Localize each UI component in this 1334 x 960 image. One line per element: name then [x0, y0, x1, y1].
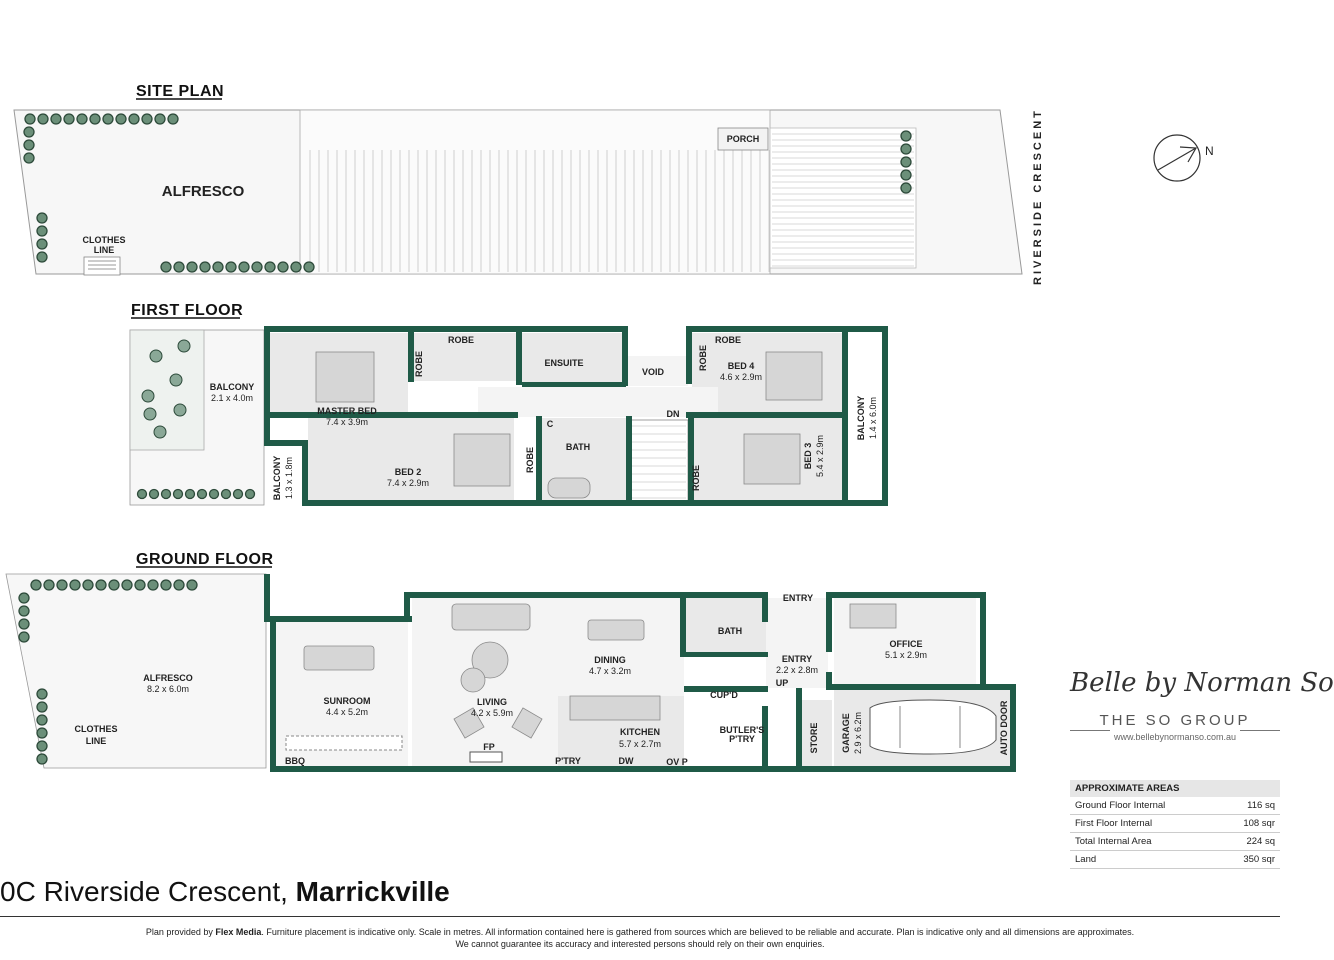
shrub-icon	[19, 593, 29, 603]
svg-text:BALCONY: BALCONY	[272, 455, 282, 501]
shrub-icon	[148, 580, 158, 590]
shrub-icon	[142, 390, 154, 402]
shrub-icon	[138, 490, 147, 499]
shrub-icon	[901, 170, 911, 180]
svg-text:KITCHEN: KITCHEN	[620, 727, 660, 737]
shrub-icon	[77, 114, 87, 124]
svg-text:CLOTHES: CLOTHES	[82, 235, 126, 245]
shrub-icon	[174, 580, 184, 590]
shrub-icon	[174, 490, 183, 499]
svg-text:SUNROOM: SUNROOM	[323, 696, 371, 706]
website: www.bellebynormanso.com.au	[1113, 732, 1237, 742]
shrub-icon	[168, 114, 178, 124]
svg-text:7.4 x 3.9m: 7.4 x 3.9m	[325, 417, 369, 427]
shrub-icon	[187, 262, 197, 272]
company-name: THE SO GROUP	[1099, 712, 1251, 729]
svg-text:DN: DN	[666, 409, 680, 419]
ground-floor-plan	[6, 574, 1016, 772]
shrub-icon	[57, 580, 67, 590]
shrub-icon	[239, 262, 249, 272]
property-address: 0C Riverside Crescent, Marrickville	[0, 876, 450, 907]
svg-text:OFFICE: OFFICE	[889, 639, 923, 649]
svg-text:ROBE: ROBE	[525, 446, 535, 474]
site-plan-heading: SITE PLAN	[136, 83, 225, 100]
svg-text:P'TRY: P'TRY	[555, 756, 581, 766]
svg-text:DW: DW	[618, 756, 634, 766]
shrub-icon	[19, 619, 29, 629]
shrub-icon	[252, 262, 262, 272]
shrub-icon	[90, 114, 100, 124]
shrub-icon	[278, 262, 288, 272]
svg-text:BALCONY: BALCONY	[856, 395, 866, 441]
shrub-icon	[64, 114, 74, 124]
shrub-icon	[222, 490, 231, 499]
street-label: RIVERSIDE CRESCENT	[1032, 108, 1044, 285]
svg-text:BALCONY: BALCONY	[209, 382, 255, 392]
shrub-icon	[24, 153, 34, 163]
shrub-icon	[31, 580, 41, 590]
shrub-icon	[129, 114, 139, 124]
svg-text:ROBE: ROBE	[447, 335, 475, 345]
svg-text:5.7 x 2.7m: 5.7 x 2.7m	[618, 739, 662, 749]
svg-text:BATH: BATH	[717, 626, 743, 636]
shrub-icon	[291, 262, 301, 272]
shrub-icon	[226, 262, 236, 272]
shrub-icon	[25, 114, 35, 124]
svg-text:4.4 x 5.2m: 4.4 x 5.2m	[325, 707, 369, 717]
shrub-icon	[901, 131, 911, 141]
svg-text:LIVING: LIVING	[476, 697, 508, 707]
shrub-icon	[150, 350, 162, 362]
shrub-icon	[96, 580, 106, 590]
svg-text:BUTLER'S: BUTLER'S	[719, 725, 765, 735]
table-row: First Floor Internal 108 sqr	[1070, 815, 1280, 833]
shrub-icon	[213, 262, 223, 272]
shrub-icon	[901, 144, 911, 154]
shrub-icon	[24, 140, 34, 150]
shrub-icon	[37, 741, 47, 751]
shrub-icon	[19, 606, 29, 616]
shrub-icon	[37, 252, 47, 262]
svg-text:5.1 x 2.9m: 5.1 x 2.9m	[884, 650, 928, 660]
shrub-icon	[51, 114, 61, 124]
svg-text:ROBE: ROBE	[714, 335, 742, 345]
svg-text:OV P: OV P	[666, 757, 688, 767]
approximate-areas-table	[1070, 780, 1280, 869]
shrub-icon	[44, 580, 54, 590]
shrub-icon	[24, 127, 34, 137]
shrub-icon	[135, 580, 145, 590]
shrub-icon	[37, 754, 47, 764]
shrub-icon	[37, 702, 47, 712]
disclaimer: Plan provided by Flex Media. Furniture placement is indicative only. Scale in metres. All information contained here is gathered from sources which are believed to be reliable and accurate. Plan is indicative only and all dimensions are approximates. We cannot guarantee its accuracy and interested persons should rely on their own enquiries.	[145, 927, 1135, 949]
svg-text:LINE: LINE	[93, 245, 115, 255]
svg-text:4.2 x 5.9m: 4.2 x 5.9m	[470, 708, 514, 718]
svg-text:2.9 x 6.2m: 2.9 x 6.2m	[853, 711, 863, 755]
shrub-icon	[234, 490, 243, 499]
svg-text:VOID: VOID	[641, 367, 665, 377]
svg-text:4.6 x 2.9m: 4.6 x 2.9m	[719, 372, 763, 382]
shrub-icon	[200, 262, 210, 272]
svg-text:1.4 x 6.0m: 1.4 x 6.0m	[868, 396, 878, 440]
shrub-icon	[161, 262, 171, 272]
table-row: Total Internal Area 224 sq	[1070, 833, 1280, 851]
shrub-icon	[170, 374, 182, 386]
shrub-icon	[901, 157, 911, 167]
shrub-icon	[142, 114, 152, 124]
site-alfresco-label: ALFRESCO	[161, 183, 245, 200]
shrub-icon	[174, 262, 184, 272]
shrub-icon	[70, 580, 80, 590]
shrub-icon	[38, 114, 48, 124]
svg-text:N: N	[1205, 144, 1214, 158]
svg-text:CUP'D: CUP'D	[710, 690, 738, 700]
table-row: Land 350 sqr	[1070, 851, 1280, 869]
shrub-icon	[37, 715, 47, 725]
shrub-icon	[116, 114, 126, 124]
shrub-icon	[150, 490, 159, 499]
svg-text:5.4 x 2.9m: 5.4 x 2.9m	[815, 434, 825, 478]
svg-text:ENTRY: ENTRY	[782, 593, 814, 603]
shrub-icon	[246, 490, 255, 499]
svg-text:ENSUITE: ENSUITE	[544, 358, 584, 368]
brand-logo	[1070, 660, 1334, 760]
svg-text:CLOTHES: CLOTHES	[74, 724, 118, 734]
shrub-icon	[37, 226, 47, 236]
shrub-icon	[155, 114, 165, 124]
svg-text:C: C	[546, 419, 554, 429]
svg-text:2.2 x 2.8m: 2.2 x 2.8m	[775, 665, 819, 675]
svg-text:1.3 x 1.8m: 1.3 x 1.8m	[284, 456, 294, 500]
shrub-icon	[83, 580, 93, 590]
shrub-icon	[37, 213, 47, 223]
north-arrow-icon	[1154, 135, 1214, 181]
shrub-icon	[304, 262, 314, 272]
svg-text:BED 4: BED 4	[727, 361, 755, 371]
shrub-icon	[187, 580, 197, 590]
svg-text:ROBE: ROBE	[414, 350, 424, 378]
shrub-icon	[144, 408, 156, 420]
table-row: Ground Floor Internal 116 sq	[1070, 797, 1280, 815]
svg-text:STORE: STORE	[809, 722, 819, 754]
svg-text:P'TRY: P'TRY	[729, 734, 755, 744]
shrub-icon	[198, 490, 207, 499]
svg-text:MASTER BED: MASTER BED	[317, 406, 377, 416]
svg-text:PORCH: PORCH	[726, 134, 760, 144]
shrub-icon	[109, 580, 119, 590]
shrub-icon	[186, 490, 195, 499]
svg-text:ENTRY: ENTRY	[781, 654, 813, 664]
shrub-icon	[122, 580, 132, 590]
shrub-icon	[37, 728, 47, 738]
svg-text:ROBE: ROBE	[691, 464, 701, 492]
svg-text:BED 3: BED 3	[803, 442, 813, 470]
shrub-icon	[37, 689, 47, 699]
svg-text:BED 2: BED 2	[394, 467, 422, 477]
svg-text:BATH: BATH	[565, 442, 591, 452]
shrub-icon	[154, 426, 166, 438]
shrub-icon	[19, 632, 29, 642]
svg-text:UP: UP	[775, 678, 789, 688]
shrub-icon	[162, 490, 171, 499]
shrub-icon	[161, 580, 171, 590]
svg-text:4.7 x 3.2m: 4.7 x 3.2m	[588, 666, 632, 676]
svg-text:2.1 x 4.0m: 2.1 x 4.0m	[210, 393, 254, 403]
areas-title: APPROXIMATE AREAS	[1070, 780, 1280, 797]
divider	[0, 916, 1280, 917]
svg-text:LINE: LINE	[85, 736, 107, 746]
svg-text:AUTO DOOR: AUTO DOOR	[999, 700, 1009, 756]
shrub-icon	[210, 490, 219, 499]
svg-text:ALFRESCO: ALFRESCO	[143, 673, 193, 683]
shrub-icon	[901, 183, 911, 193]
svg-text:BBQ: BBQ	[285, 756, 305, 766]
svg-text:DINING: DINING	[594, 655, 626, 665]
ground-floor-heading: GROUND FLOOR	[136, 551, 274, 568]
first-floor-heading: FIRST FLOOR	[131, 302, 244, 319]
site-plan	[14, 110, 1022, 275]
svg-text:GARAGE: GARAGE	[841, 713, 851, 753]
shrub-icon	[265, 262, 275, 272]
svg-text:FP: FP	[483, 742, 495, 752]
car-icon	[870, 700, 996, 754]
first-floor-plan	[130, 326, 888, 506]
svg-text:7.4 x 2.9m: 7.4 x 2.9m	[386, 478, 430, 488]
shrub-icon	[178, 340, 190, 352]
shrub-icon	[37, 239, 47, 249]
svg-text:ROBE: ROBE	[698, 344, 708, 372]
shrub-icon	[103, 114, 113, 124]
shrub-icon	[174, 404, 186, 416]
svg-text:8.2 x 6.0m: 8.2 x 6.0m	[146, 684, 190, 694]
brand-script: Belle by Norman So	[1070, 668, 1334, 698]
